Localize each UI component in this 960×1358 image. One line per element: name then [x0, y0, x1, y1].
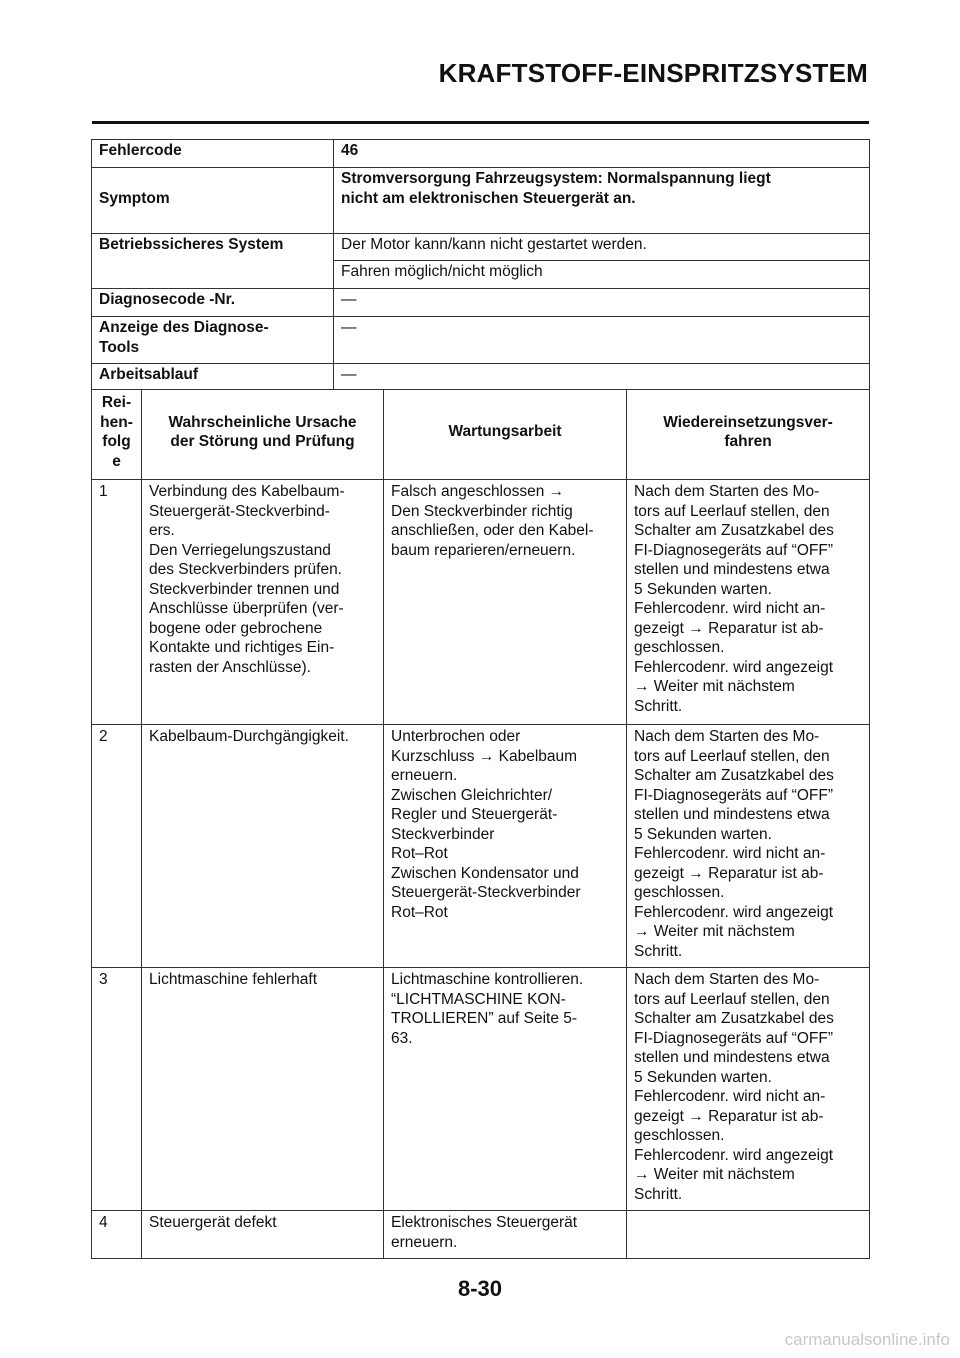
fault-info-table	[91, 139, 870, 390]
cell-line: Kurzschluss → Kabelbaum	[391, 747, 578, 765]
info-row-arbeitsablauf	[92, 364, 870, 390]
cell-line: des Steckverbinders prüfen.	[149, 561, 342, 578]
info-row-diagnosecode	[92, 289, 870, 317]
cell-line: Verbindung des Kabelbaum-	[149, 483, 345, 500]
step-number: 3	[92, 968, 142, 1211]
cell-line: Nach dem Starten des Mo-	[634, 483, 820, 500]
recovery-cell	[627, 1211, 870, 1259]
step-number: 2	[92, 725, 142, 968]
col-header-step-line: e	[112, 452, 121, 470]
cause-cell	[142, 1211, 384, 1259]
cause-cell	[142, 968, 384, 1211]
cell-line: ers.	[149, 522, 175, 539]
col-header-cause	[142, 390, 384, 480]
symptom-line: Stromversorgung Fahrzeugsystem: Normalspannung liegt	[341, 170, 771, 187]
step-number: 4	[92, 1211, 142, 1259]
info-row-betrieb	[92, 234, 870, 261]
cell-line: → Weiter mit nächstem	[634, 1166, 795, 1183]
cell-line: tors auf Leerlauf stellen, den	[634, 747, 830, 765]
col-header-step-line: folg	[102, 433, 131, 450]
recovery-cell	[627, 480, 870, 725]
cell-line: stellen und mindestens etwa	[634, 1049, 830, 1066]
betrieb-value-drive: Fahren möglich/nicht möglich	[334, 261, 870, 289]
procedure-header-row	[92, 390, 870, 480]
cell-line: FI-Diagnosegeräts auf “OFF”	[634, 1029, 833, 1047]
col-header-recovery-line: Wiedereinsetzungsver-	[663, 413, 833, 431]
page-header-title: KRAFTSTOFF-EINSPRITZSYSTEM	[438, 58, 868, 88]
cell-line: Fehlercodenr. wird nicht an-	[634, 845, 826, 862]
cell-line: Falsch angeschlossen →	[391, 483, 565, 500]
cell-line: Fehlercodenr. wird nicht an-	[634, 600, 826, 617]
cell-line: Elektronisches Steuergerät	[391, 1214, 578, 1231]
cell-line: 5 Sekunden warten.	[634, 825, 772, 843]
cell-line: Schritt.	[634, 942, 683, 960]
cell-line: Den Steckverbinder richtig	[391, 502, 573, 520]
cell-line: tors auf Leerlauf stellen, den	[634, 502, 830, 520]
diagnosecode-value: —	[334, 289, 870, 317]
arbeitsablauf-label: Arbeitsablauf	[92, 364, 334, 390]
cell-line: “LICHTMASCHINE KON-	[391, 990, 566, 1008]
symptom-line: nicht am elektronischen Steuergerät an.	[341, 189, 636, 207]
cell-line: Rot–Rot	[391, 903, 448, 921]
cell-line: Fehlercodenr. wird angezeigt	[634, 1146, 834, 1164]
cell-line: Steuergerät defekt	[149, 1214, 277, 1231]
cell-line: Zwischen Kondensator und	[391, 864, 579, 882]
cell-line: geschlossen.	[634, 884, 725, 901]
cell-line: Fehlercodenr. wird angezeigt	[634, 658, 834, 676]
col-header-step-line: Rei-	[101, 394, 132, 411]
cell-line: erneuern.	[391, 1233, 458, 1251]
diagnosecode-label: Diagnosecode -Nr.	[92, 289, 334, 317]
procedure-row	[92, 725, 870, 968]
col-header-recovery-line: fahren	[724, 433, 772, 450]
cell-line: stellen und mindestens etwa	[634, 561, 830, 578]
procedure-table	[91, 389, 870, 1259]
cell-line: 5 Sekunden warten.	[634, 580, 772, 598]
betrieb-label: Betriebssicheres System	[92, 234, 334, 289]
cell-line: stellen und mindestens etwa	[634, 806, 830, 823]
step-number: 1	[92, 480, 142, 725]
fehlercode-value: 46	[334, 140, 870, 168]
cell-line: Schritt.	[634, 697, 683, 715]
cell-line: Steuergerät-Steckverbind-	[149, 502, 330, 520]
cause-cell	[142, 725, 384, 968]
anzeige-label-line: Anzeige des Diagnose-	[99, 319, 269, 336]
cell-line: → Weiter mit nächstem	[634, 923, 795, 940]
work-cell	[384, 480, 627, 725]
col-header-cause-line: der Störung und Prüfung	[170, 433, 355, 450]
symptom-label: Symptom	[92, 168, 334, 234]
cell-line: erneuern.	[391, 767, 458, 784]
symptom-value	[334, 168, 870, 234]
cell-line: Lichtmaschine kontrollieren.	[391, 971, 584, 988]
cell-line: Fehlercodenr. wird angezeigt	[634, 903, 834, 921]
info-row-fehlercode	[92, 140, 870, 168]
cell-line: Kontakte und richtiges Ein-	[149, 639, 335, 656]
procedure-row	[92, 968, 870, 1211]
cell-line: Den Verriegelungszustand	[149, 541, 331, 559]
recovery-cell	[627, 725, 870, 968]
cell-line: Anschlüsse überprüfen (ver-	[149, 600, 344, 617]
procedure-row	[92, 480, 870, 725]
cell-line: baum reparieren/erneuern.	[391, 541, 576, 559]
cell-line: Schalter am Zusatzkabel des	[634, 767, 834, 784]
cell-line: Schalter am Zusatzkabel des	[634, 522, 834, 539]
cell-line: tors auf Leerlauf stellen, den	[634, 990, 830, 1008]
cell-line: geschlossen.	[634, 1127, 725, 1144]
cause-cell	[142, 480, 384, 725]
work-cell	[384, 725, 627, 968]
cell-line: Schritt.	[634, 1185, 683, 1203]
work-cell	[384, 968, 627, 1211]
page-number: 8-30	[457, 1276, 503, 1301]
cell-line: FI-Diagnosegeräts auf “OFF”	[634, 786, 833, 804]
info-row-symptom	[92, 168, 870, 234]
cell-line: Steckverbinder trennen und	[149, 580, 340, 598]
cell-line: gezeigt → Reparatur ist ab-	[634, 1107, 824, 1125]
cell-line: 5 Sekunden warten.	[634, 1068, 772, 1086]
cell-line: rasten der Anschlüsse).	[149, 658, 311, 676]
cell-line: Nach dem Starten des Mo-	[634, 971, 820, 988]
col-header-recovery	[627, 390, 870, 480]
cell-line: → Weiter mit nächstem	[634, 678, 795, 695]
cell-line: Steuergerät-Steckverbinder	[391, 884, 581, 901]
cell-line: bogene oder gebrochene	[149, 619, 323, 637]
procedure-row	[92, 1211, 870, 1259]
cell-line: FI-Diagnosegeräts auf “OFF”	[634, 541, 833, 559]
betrieb-value-start: Der Motor kann/kann nicht gestartet werden.	[334, 234, 870, 261]
anzeige-label-line: Tools	[99, 338, 140, 356]
cell-line: Lichtmaschine fehlerhaft	[149, 971, 318, 988]
cell-line: 63.	[391, 1029, 413, 1047]
cell-line: TROLLIEREN” auf Seite 5-	[391, 1010, 578, 1027]
fehlercode-label: Fehlercode	[92, 140, 334, 168]
anzeige-value: —	[334, 317, 870, 364]
col-header-work: Wartungsarbeit	[384, 390, 627, 480]
cell-line: Steckverbinder	[391, 825, 495, 843]
cell-line: gezeigt → Reparatur ist ab-	[634, 864, 824, 882]
cell-line: Kabelbaum-Durchgängigkeit.	[149, 728, 349, 745]
col-header-cause-line: Wahrscheinliche Ursache	[168, 413, 357, 431]
arbeitsablauf-value: —	[334, 364, 870, 390]
cell-line: Unterbrochen oder	[391, 728, 521, 745]
cell-line: Regler und Steuergerät-	[391, 806, 558, 823]
watermark: carmanualsonline.info	[784, 1330, 950, 1349]
col-header-step	[92, 390, 142, 480]
work-cell	[384, 1211, 627, 1259]
header-rule	[92, 121, 869, 124]
anzeige-label	[92, 317, 334, 364]
info-row-anzeige	[92, 317, 870, 364]
cell-line: Schalter am Zusatzkabel des	[634, 1010, 834, 1027]
cell-line: Fehlercodenr. wird nicht an-	[634, 1088, 826, 1105]
cell-line: Rot–Rot	[391, 845, 448, 862]
cell-line: anschließen, oder den Kabel-	[391, 522, 594, 539]
col-header-step-line: hen-	[100, 413, 133, 431]
recovery-cell	[627, 968, 870, 1211]
cell-line: gezeigt → Reparatur ist ab-	[634, 619, 824, 637]
cell-line: Nach dem Starten des Mo-	[634, 728, 820, 745]
cell-line: Zwischen Gleichrichter/	[391, 786, 553, 804]
cell-line: geschlossen.	[634, 639, 725, 656]
